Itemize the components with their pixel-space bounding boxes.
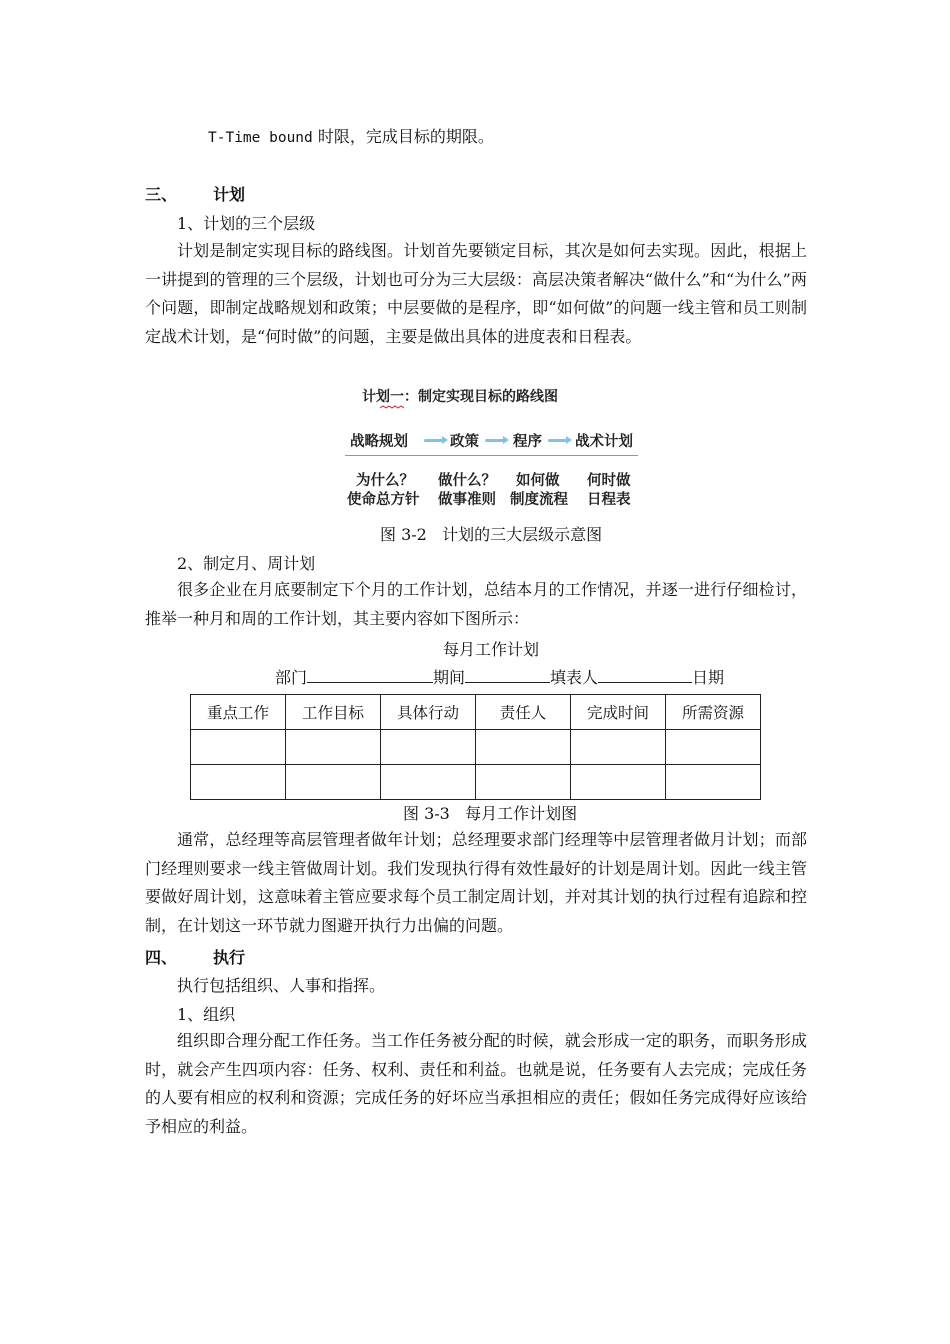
monthly-plan-table [190, 694, 761, 800]
header-key-work: 重点工作 [191, 695, 286, 730]
paragraph-monthly-plan: 很多企业在月底要制定下个月的工作计划，总结本月的工作情况，并逐一进行仔细检讨，推举一种月和周的工作计划，其主要内容如下图所示： [145, 580, 807, 628]
plan-form-title: 每月工作计划 [443, 640, 540, 659]
table-cell [286, 765, 381, 800]
table-row [191, 730, 761, 765]
field-filler: 填表人 [550, 668, 599, 687]
filler-blank [598, 667, 692, 683]
subheading-organization: 1、组织 [177, 1005, 236, 1024]
table-cell [381, 765, 476, 800]
header-actions: 具体行动 [381, 695, 476, 730]
table-cell [476, 765, 571, 800]
table-cell [191, 765, 286, 800]
table-cell [381, 730, 476, 765]
flow-policy: 政策 [450, 434, 479, 450]
field-period: 期间 [433, 668, 466, 687]
figure-3-3-caption: 图 3-3 每月工作计划图 [403, 804, 578, 823]
what-label: 做什么？ [438, 473, 496, 489]
section-3-number: 三、 [145, 185, 178, 204]
paragraph-execution: 执行包括组织、人事和指挥。 [177, 976, 386, 995]
header-owner: 责任人 [476, 695, 571, 730]
paragraph-plan-effectiveness: 通常，总经理等高层管理者做年计划；总经理要求部门经理等中层管理者做月计划；而部门经理则要求一线主管做周计划。我们发现执行得有效性最好的计划是周计划。因此一线主管要做好周计划，这意味着主管应要求每个员工制定周计划，并对其计划的执行过程有追踪和控制，在计划这一环节就力图避开执行力出偏的问题。 [145, 830, 807, 936]
conduct-label: 做事准则 [438, 492, 496, 508]
header-work-goal: 工作目标 [286, 695, 381, 730]
schedule-label: 日程表 [587, 492, 631, 508]
how-label: 如何做 [516, 473, 560, 489]
flow-tactical-plan: 战术计划 [575, 434, 633, 450]
field-department: 部门 [275, 668, 308, 687]
flow-procedure: 程序 [513, 434, 542, 450]
section-4-title: 执行 [213, 948, 246, 967]
table-cell [286, 730, 381, 765]
section-3-title: 计划 [213, 185, 246, 204]
department-blank [307, 667, 433, 683]
why-label: 为什么？ [356, 473, 414, 489]
table-cell [191, 730, 286, 765]
table-cell [666, 765, 761, 800]
plan-form-fields [275, 665, 724, 688]
time-bound-line [208, 124, 494, 147]
flow-arrow-icon [424, 439, 444, 442]
period-blank [465, 667, 550, 683]
table-cell [476, 730, 571, 765]
figure-divider [345, 455, 638, 456]
time-bound-desc: 时限，完成目标的期限。 [312, 127, 494, 146]
field-date: 日期 [692, 668, 725, 687]
time-bound-term: T-Time bound [208, 130, 313, 146]
figure-title [362, 386, 558, 406]
subheading-monthly-weekly: 2、制定月、周计划 [177, 554, 316, 573]
figure-title-label: 计划一 [362, 389, 404, 405]
table-header-row [191, 695, 761, 730]
table-cell [666, 730, 761, 765]
table-cell [571, 765, 666, 800]
paragraph-plan-levels: 计划是制定实现目标的路线图。计划首先要锁定目标，其次是如何去实现。因此，根据上一讲提到的管理的三个层级，计划也可分为三大层级：高层决策者解决“做什么”和“为什么”两个问题，即制定战略规划和政策；中层要做的是程序，即“如何做”的问题一线主管和员工则制定战术计划，是“何时做”的问题，主要是做出具体的进度表和日程表。 [145, 241, 807, 347]
header-resources: 所需资源 [666, 695, 761, 730]
table-cell [571, 730, 666, 765]
table-row [191, 765, 761, 800]
paragraph-organization: 组织即合理分配工作任务。当工作任务被分配的时候，就会形成一定的职务，而职务形成时，就会产生四项内容：任务、权利、责任和利益。也就是说，任务要有人去完成；完成任务的人要有相应的权利和资源；完成任务的好坏应当承担相应的责任；假如任务完成得好应该给予相应的利益。 [145, 1031, 807, 1137]
mission-label: 使命总方针 [347, 492, 420, 508]
figure-title-rest: ：制定实现目标的路线图 [404, 389, 558, 405]
when-label: 何时做 [587, 473, 631, 489]
process-label: 制度流程 [510, 492, 568, 508]
flow-strategic-planning: 战略规划 [350, 434, 408, 450]
flow-arrow-icon [485, 439, 505, 442]
spellcheck-squiggle-icon [380, 405, 404, 410]
figure-3-2-caption: 图 3-2 计划的三大层级示意图 [380, 525, 603, 544]
flow-arrow-icon [548, 439, 568, 442]
header-completion-time: 完成时间 [571, 695, 666, 730]
subheading-plan-levels: 1、计划的三个层级 [177, 214, 316, 233]
section-4-number: 四、 [145, 948, 178, 967]
